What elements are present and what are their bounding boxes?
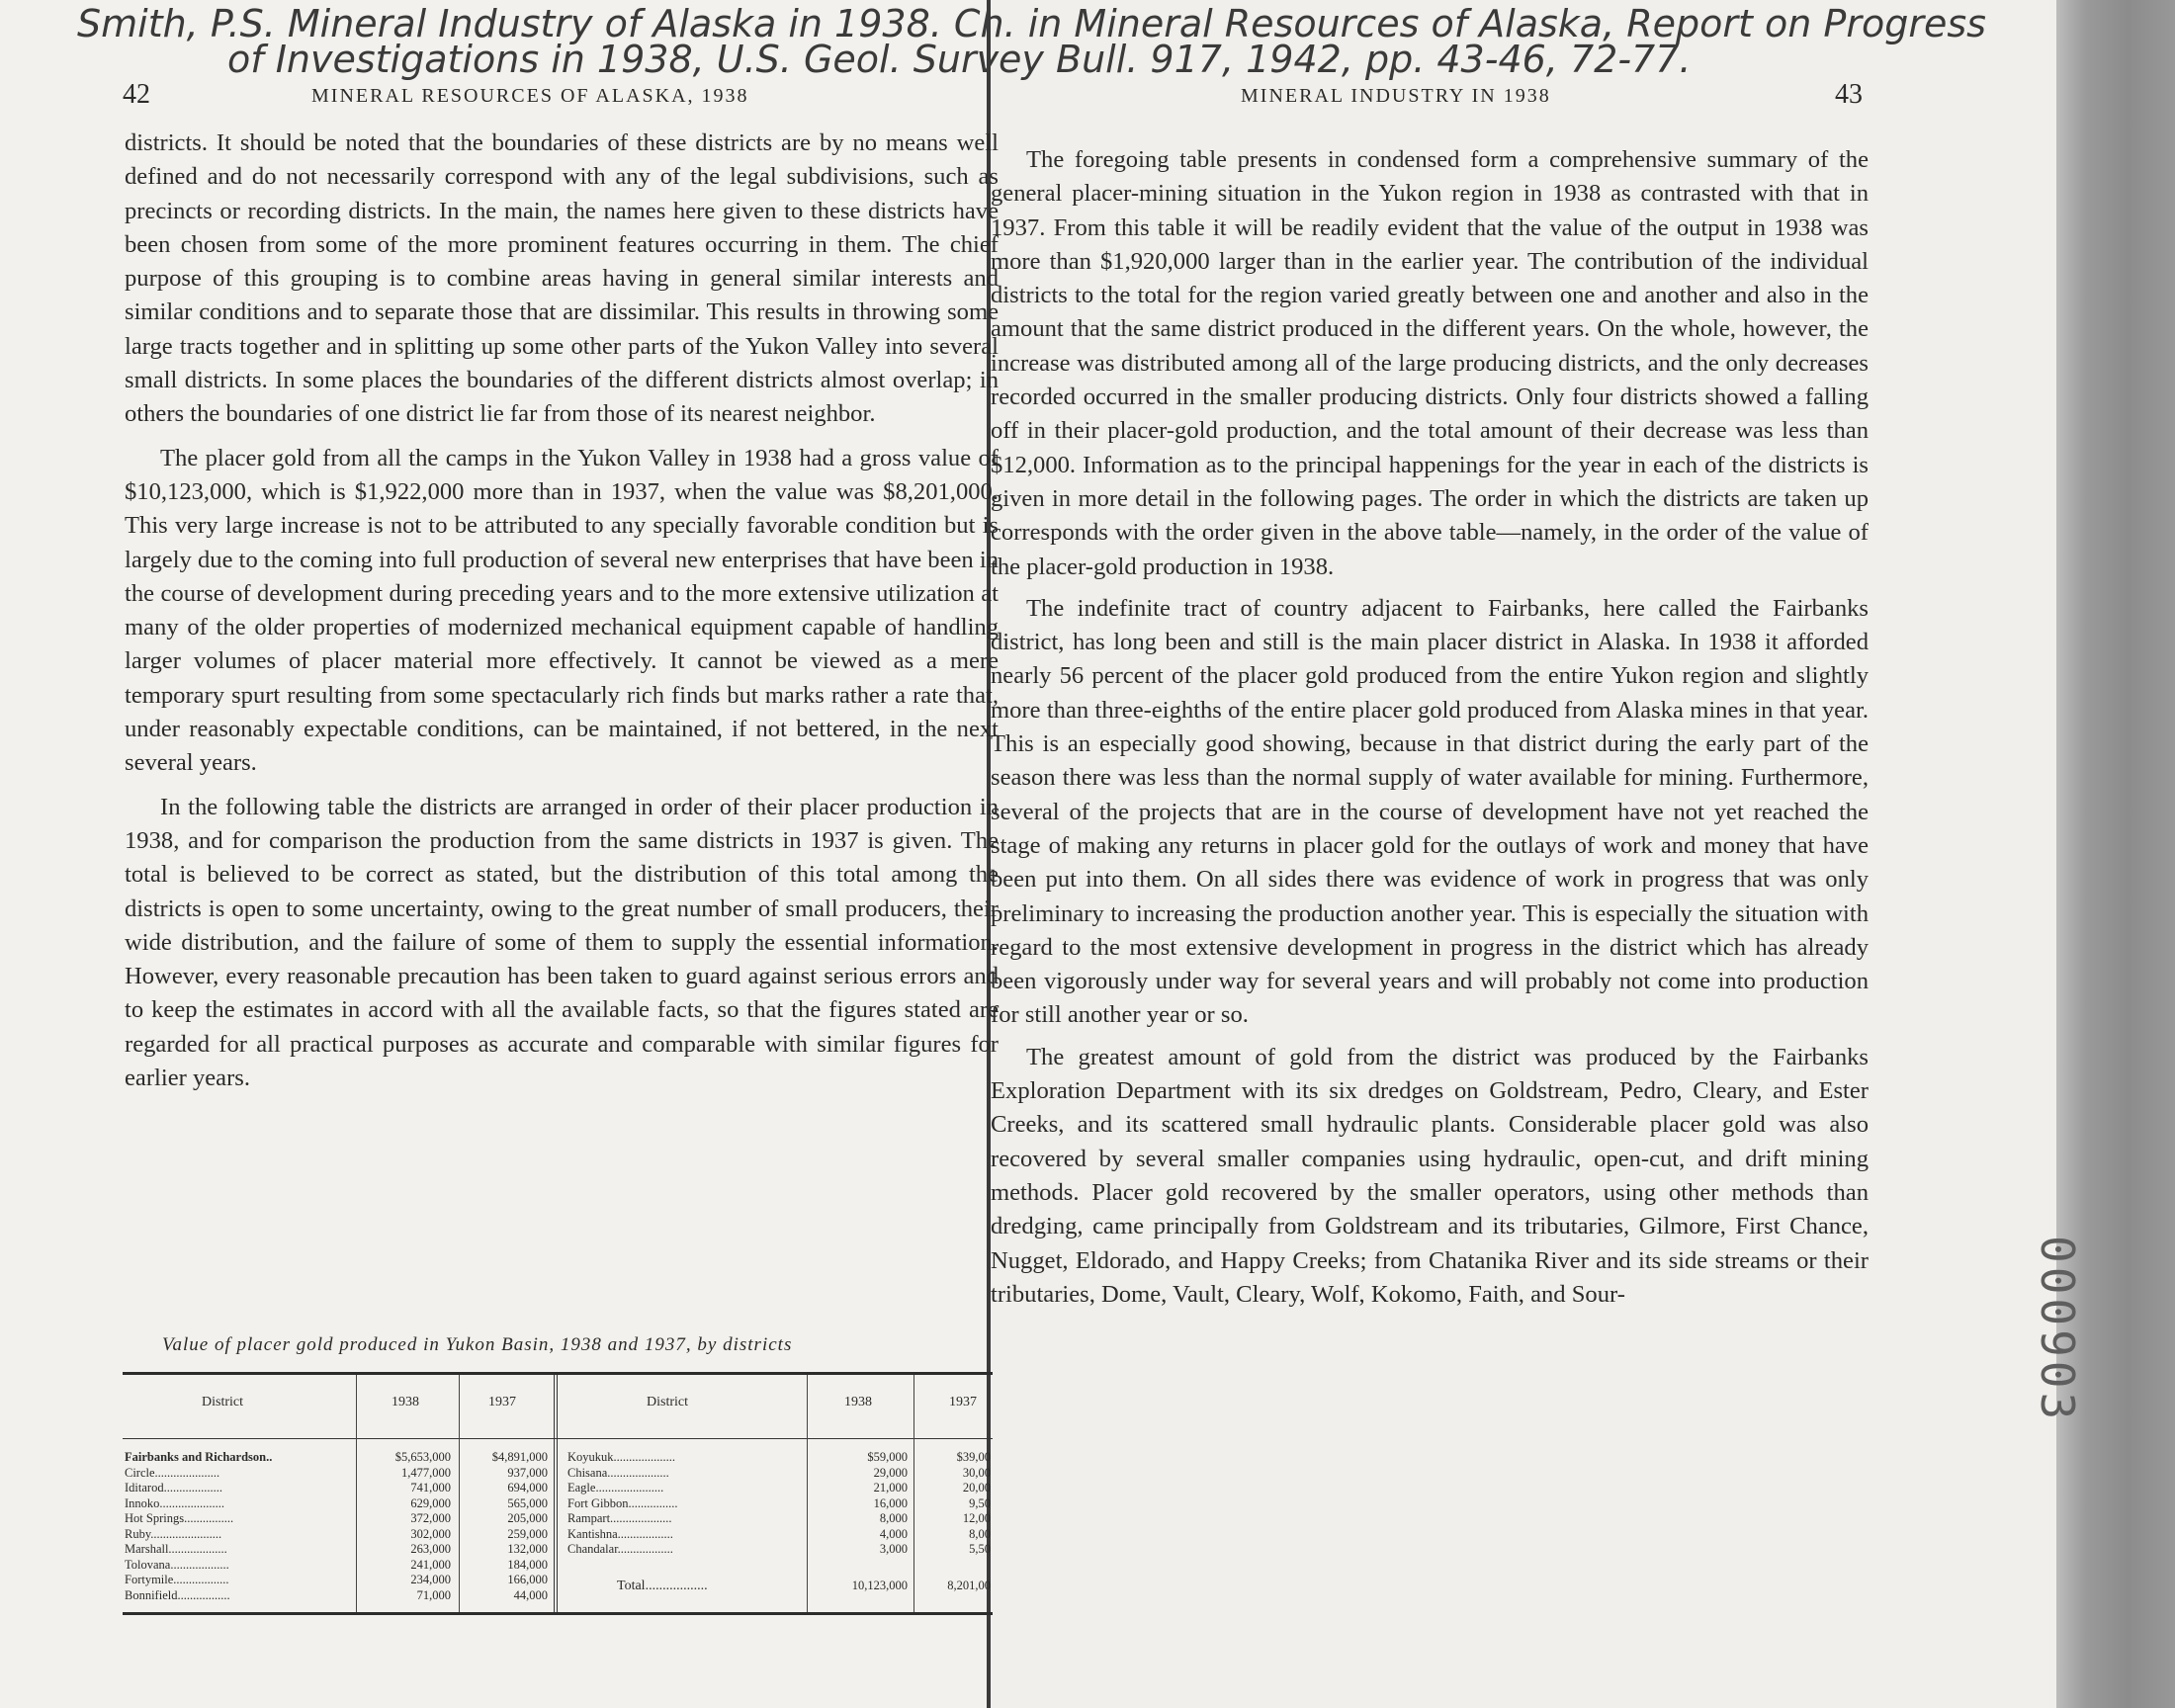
- table-cell: 1,477,000: [401, 1465, 451, 1480]
- header-1938: 1938: [392, 1395, 419, 1409]
- table-cell: 694,000: [507, 1481, 548, 1494]
- table-cell: 3,000: [879, 1542, 908, 1556]
- table-cell: 21,000: [873, 1481, 908, 1494]
- value-1937-column: [917, 1450, 991, 1558]
- table-cell: Hot Springs................: [125, 1511, 234, 1525]
- paragraph: The foregoing table presents in condensed form a comprehensive summary of the general placer-mining situation in the Yukon region in 1938 as contrasted with that in 1937. From this table it will be readily evident that the value of the output in 1938 was more than $1,920,000 larger than in the earlier year. The contribution of the individual districts to the total for the region varied greatly between one and another and also in the amount that the same district produced in the different years. On the whole, however, the increase was distributed among all of the large producing districts, and the only decreases recorded occurred in the smaller producing districts. Only four districts showed a falling off in their placer-gold production, and the total amount of their decrease was less than $12,000. Information as to the principal happenings for the year in each of the districts is given in more detail in the following pages. The order in which the districts are taken up corresponds with the order given in the above table—namely, in the order of the value of the placer-gold production in 1938.: [991, 146, 1869, 580]
- table-cell: 8,00: [969, 1526, 991, 1541]
- table-cell: 5,50: [969, 1542, 991, 1556]
- table-cell: Tolovana...................: [125, 1557, 229, 1572]
- table-cell: 10,123,000: [851, 1579, 908, 1592]
- value-1938-column: [360, 1450, 451, 1603]
- table-cell: 234,000: [410, 1573, 451, 1586]
- column-rule: [356, 1375, 357, 1612]
- table-cell: Iditarod...................: [125, 1481, 222, 1494]
- table-cell: 302,000: [410, 1526, 451, 1541]
- scan-edge: [2056, 0, 2175, 1708]
- paragraph: districts. It should be noted that the boundaries of these districts are by no means well defined and do not necessarily correspond with any of the legal subdivisions, such as precincts or recording districts. In the main, the names here given to these districts have been chosen from some of the more prominent features occurring in them. The chief purpose of this grouping is to combine areas having in general similar interests and similar conditions and to separate those that are dissimilar. This results in throwing some large tracts together and in splitting up some other parts of the Yukon Valley into several small districts. In some places the boundaries of the different districts almost overlap; in others the boundaries of one district lie far from those of its nearest neighbor.: [125, 129, 999, 428]
- right-page-number: 43: [1835, 79, 1863, 110]
- table-cell: 263,000: [410, 1542, 451, 1556]
- table-cell: 937,000: [507, 1465, 548, 1480]
- value-1938-column: [811, 1450, 908, 1558]
- table-cell: 29,000: [873, 1465, 908, 1480]
- value-1937-column: [463, 1450, 548, 1603]
- table-cell: 12,00: [962, 1511, 991, 1525]
- table-cell: 4,000: [879, 1526, 908, 1541]
- table-cell: 241,000: [410, 1557, 451, 1572]
- table-cell: $59,000: [867, 1450, 908, 1464]
- header-district: District: [647, 1395, 688, 1409]
- table-cell: 629,000: [410, 1495, 451, 1510]
- table-cell: 30,00: [962, 1465, 991, 1480]
- table-cell: 372,000: [410, 1511, 451, 1525]
- district-column: [125, 1450, 352, 1603]
- table-cell: 9,50: [969, 1495, 991, 1510]
- left-running-head: MINERAL RESOURCES OF ALASKA, 1938: [311, 85, 749, 107]
- table-cell: 16,000: [873, 1495, 908, 1510]
- handwritten-citation-line-2: of Investigations in 1938, U.S. Geol. Survey Bull. 917, 1942, pp. 43-46, 72-77.: [227, 38, 1692, 81]
- table-cell: Koyukuk....................: [567, 1450, 676, 1464]
- table-cell: 205,000: [507, 1511, 548, 1525]
- table-cell: 20,00: [962, 1481, 991, 1494]
- table-cell: Kantishna..................: [567, 1526, 673, 1541]
- header-1938: 1938: [844, 1395, 872, 1409]
- table-cell: 565,000: [507, 1495, 548, 1510]
- paragraph: The greatest amount of gold from the district was produced by the Fairbanks Exploration Department with its six dredges on Goldstream, Pedro, Cleary, and Ester Creeks, and its scattered small hydraulic plants. Considerable placer gold was also recovered by several smaller companies using hydraulic, open-cut, and drift mining methods. Placer gold recovered by the smaller operators, using other methods than dredging, came principally from Goldstream and its tributaries, Gilmore, First Chance, Nugget, Eldorado, and Happy Creeks; from Chatanika River and its side streams or their tributaries, Dome, Vault, Cleary, Wolf, Kokomo, Faith, and Sour-: [991, 1043, 1869, 1308]
- table-cell: 44,000: [513, 1587, 548, 1602]
- archive-stamp-number: 000903: [2031, 1236, 2084, 1424]
- paragraph: The placer gold from all the camps in the Yukon Valley in 1938 had a gross value of $10,123,000, which is $1,922,000 more than in 1937, when the value was $8,201,000. This very large increase is not to be attributed to any specially favorable condition but is largely due to the coming into full production of several new enterprises that have been in the course of development during preceding years and to the more extensive utilization at many of the older properties of modernized mechanical equipment capable of handling larger volumes of placer material more effectively. It cannot be viewed as a mere temporary spurt resulting from some spectacularly rich finds but marks rather a rate that, under reasonably expectable conditions, can be maintained, if not bettered, in the next several years.: [125, 444, 999, 777]
- table-cell: $5,653,000: [394, 1450, 451, 1464]
- table-caption: Value of placer gold produced in Yukon Basin, 1938 and 1937, by districts: [162, 1334, 793, 1355]
- table-cell: Rampart....................: [567, 1511, 672, 1525]
- header-1937: 1937: [488, 1395, 516, 1409]
- table-cell: Fairbanks and Richardson..: [125, 1450, 273, 1464]
- table-cell: Total..................: [617, 1579, 708, 1593]
- handwritten-citation-line-1: Smith, P.S. Mineral Industry of Alaska in 1938. Ch. in Mineral Resources of Alaska, Report on Progress: [77, 2, 1986, 45]
- right-running-head: MINERAL INDUSTRY IN 1938: [1241, 85, 1551, 107]
- table-cell: Chisana....................: [567, 1465, 669, 1480]
- right-body-text: [991, 143, 1869, 1320]
- table-cell: $39,00: [956, 1450, 991, 1464]
- table-cell: Circle.....................: [125, 1465, 220, 1480]
- table-cell: 8,000: [879, 1511, 908, 1525]
- total-1938: [811, 1579, 908, 1594]
- placer-gold-table: [123, 1372, 993, 1615]
- header-1937: 1937: [949, 1395, 977, 1409]
- table-cell: 71,000: [416, 1587, 451, 1602]
- table-cell: Fort Gibbon................: [567, 1495, 678, 1510]
- total-1937: [917, 1579, 991, 1594]
- paragraph: The indefinite tract of country adjacent to Fairbanks, here called the Fairbanks district, has long been and still is the main placer district in Alaska. In 1938 it afforded nearly 56 percent of the placer gold produced from the entire Yukon region and slightly more than three-eighths of the entire placer gold produced from Alaska mines in that year. This is an especially good showing, because in that district during the early part of the season there was less than the normal supply of water available for mining. Furthermore, several of the projects that are in the course of development have not yet reached the stage of making any returns in placer gold for the outlays of work and money that have been put into them. On all sides there was evidence of work in progress that was only preliminary to increasing the production another year. This is especially the situation with regard to the most extensive development in progress in the district which has already been vigorously under way for several years and will probably not come into production for still another year or so.: [991, 594, 1869, 1029]
- paragraph: In the following table the districts are arranged in order of their placer production in 1938, and for comparison the production from the same districts in 1937 is given. The total is believed to be correct as stated, but the distribution of this total among the districts is open to some uncertainty, owing to the great number of small producers, their wide distribution, and the failure of some of them to supply the essential information. However, every reasonable precaution has been taken to guard against serious errors and to keep the estimates in accord with all the available facts, so that the figures stated are regarded for all practical purposes as accurate and comparable with similar figures for earlier years.: [125, 793, 999, 1092]
- table-cell: Bonnifield.................: [125, 1587, 230, 1602]
- table-cell: Marshall...................: [125, 1542, 227, 1556]
- table-cell: Eagle......................: [567, 1481, 664, 1494]
- table-cell: 166,000: [507, 1573, 548, 1586]
- table-cell: Chandalar..................: [567, 1542, 673, 1556]
- column-divider: [554, 1375, 558, 1612]
- district-column: [567, 1450, 801, 1558]
- table-cell: $4,891,000: [491, 1450, 548, 1464]
- table-cell: 741,000: [410, 1481, 451, 1494]
- left-page-number: 42: [123, 79, 150, 110]
- table-cell: Ruby.......................: [125, 1526, 222, 1541]
- table-cell: Innoko.....................: [125, 1495, 225, 1510]
- left-body-text: [125, 127, 999, 1105]
- total-label: [617, 1579, 801, 1594]
- table-cell: 259,000: [507, 1526, 548, 1541]
- table-cell: Fortymile..................: [125, 1573, 229, 1586]
- header-district: District: [202, 1395, 243, 1409]
- table-cell: 184,000: [507, 1557, 548, 1572]
- table-cell: 132,000: [507, 1542, 548, 1556]
- column-rule: [807, 1375, 808, 1612]
- column-rule: [459, 1375, 460, 1612]
- table-cell: 8,201,00: [947, 1579, 991, 1592]
